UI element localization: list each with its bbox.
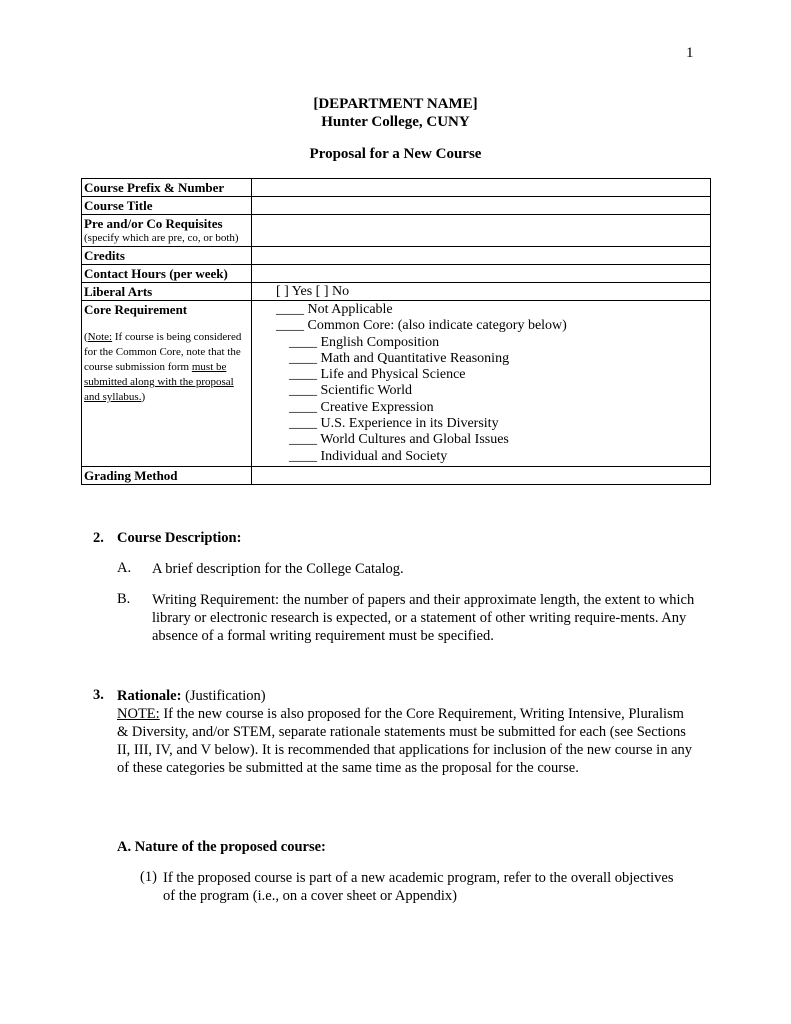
note-label: Note:: [87, 331, 113, 343]
section-2-title: Course Description:: [117, 530, 242, 546]
core-category-math[interactable]: ____ Math and Quantitative Reasoning: [289, 350, 510, 366]
prereq-field[interactable]: [252, 215, 711, 247]
core-option-common-core[interactable]: ____ Common Core: (also indicate category below): [276, 318, 567, 334]
note-text: If course is being considered for the Common Core, note that the course submission form: [84, 331, 242, 373]
liberal-arts-options[interactable]: [ ] Yes [ ] No: [252, 283, 711, 301]
note-underlined: must be submitted along with the proposal and syllabus.: [84, 361, 234, 403]
prereq-label: Pre and/or Co Requisites: [84, 216, 223, 231]
core-category-creative[interactable]: ____ Creative Expression: [289, 399, 434, 415]
core-category-individual-society[interactable]: ____ Individual and Society: [289, 448, 448, 464]
prereq-cell: [82, 215, 252, 247]
section-2b-text: Writing Requirement: the number of papers and their approximate length, the extent to which library or electronic research is expected, or a statement of other writing require-ments. Any absence of a formal writing requirement must be specified.: [152, 592, 695, 644]
core-requirement-cell: [82, 301, 252, 467]
grading-method-label: Grading Method: [82, 466, 252, 484]
page-number: 1: [686, 45, 694, 61]
core-category-world-cultures[interactable]: ____ World Cultures and Global Issues: [289, 432, 509, 448]
course-title-label: Course Title: [82, 197, 252, 215]
table-row: [82, 301, 711, 467]
table-row: [82, 283, 711, 301]
core-category-us-experience[interactable]: ____ U.S. Experience in its Diversity: [289, 416, 499, 432]
section-3-note-label: NOTE:: [117, 706, 160, 722]
core-option-not-applicable[interactable]: ____ Not Applicable: [276, 302, 393, 317]
credits-label: Credits: [82, 247, 252, 265]
contact-hours-label: Contact Hours (per week): [82, 265, 252, 283]
department-name: [DEPARTMENT NAME]: [313, 96, 478, 112]
table-row: [82, 197, 711, 215]
liberal-arts-label: Liberal Arts: [82, 283, 252, 301]
core-requirement-label: Core Requirement: [84, 302, 188, 317]
section-2a-label: A.: [117, 560, 132, 576]
credits-field[interactable]: [252, 247, 711, 265]
table-row: [82, 466, 711, 484]
prereq-note: (specify which are pre, co, or both): [84, 232, 239, 244]
core-requirement-note: [84, 330, 249, 405]
section-2b-label: B.: [117, 591, 131, 607]
section-3-title: Rationale:: [117, 688, 182, 704]
section-a-item1-text: If the proposed course is part of a new academic program, refer to the overall objectives of the program (i.e., on a cover sheet or Appendix): [163, 870, 674, 904]
section-2-number: 2.: [93, 530, 104, 546]
course-title-field[interactable]: [252, 197, 711, 215]
note-open-paren: (: [84, 331, 88, 343]
table-row: [82, 179, 711, 197]
document-header: [0, 95, 791, 131]
section-3-number: 3.: [93, 687, 104, 703]
table-row: [82, 265, 711, 283]
grading-method-field[interactable]: [252, 466, 711, 484]
core-category-english[interactable]: ____ English Composition: [289, 334, 440, 350]
core-category-scientific-world[interactable]: ____ Scientific World: [289, 383, 413, 399]
table-row: [82, 247, 711, 265]
course-prefix-label: Course Prefix & Number: [82, 179, 252, 197]
section-3-body: [117, 687, 697, 777]
core-requirement-options: [252, 301, 711, 467]
course-info-table: [81, 178, 711, 485]
document-title: Proposal for a New Course: [309, 146, 482, 162]
section-a-item1-label: (1): [140, 869, 157, 885]
table-row: [82, 215, 711, 247]
course-prefix-field[interactable]: [252, 179, 711, 197]
section-3-title-suffix: (Justification): [185, 688, 266, 704]
section-a-title: A. Nature of the proposed course:: [117, 839, 326, 855]
note-close-paren: ): [141, 391, 146, 403]
contact-hours-field[interactable]: [252, 265, 711, 283]
college-name: Hunter College, CUNY: [321, 114, 470, 130]
core-category-life-science[interactable]: ____ Life and Physical Science: [289, 367, 466, 383]
section-3-note-text: If the new course is also proposed for the Core Requirement, Writing Intensive, Pluralism & Diversity, and/or STEM, separate rationale statements must be submitted for each (see Sections II, III, IV, and V below). It is recommended that applications for inclusion of the new course in any of these categories be submitted at the same time as the proposal for the course.: [117, 706, 693, 776]
section-2a-text: A brief description for the College Catalog.: [152, 561, 404, 577]
